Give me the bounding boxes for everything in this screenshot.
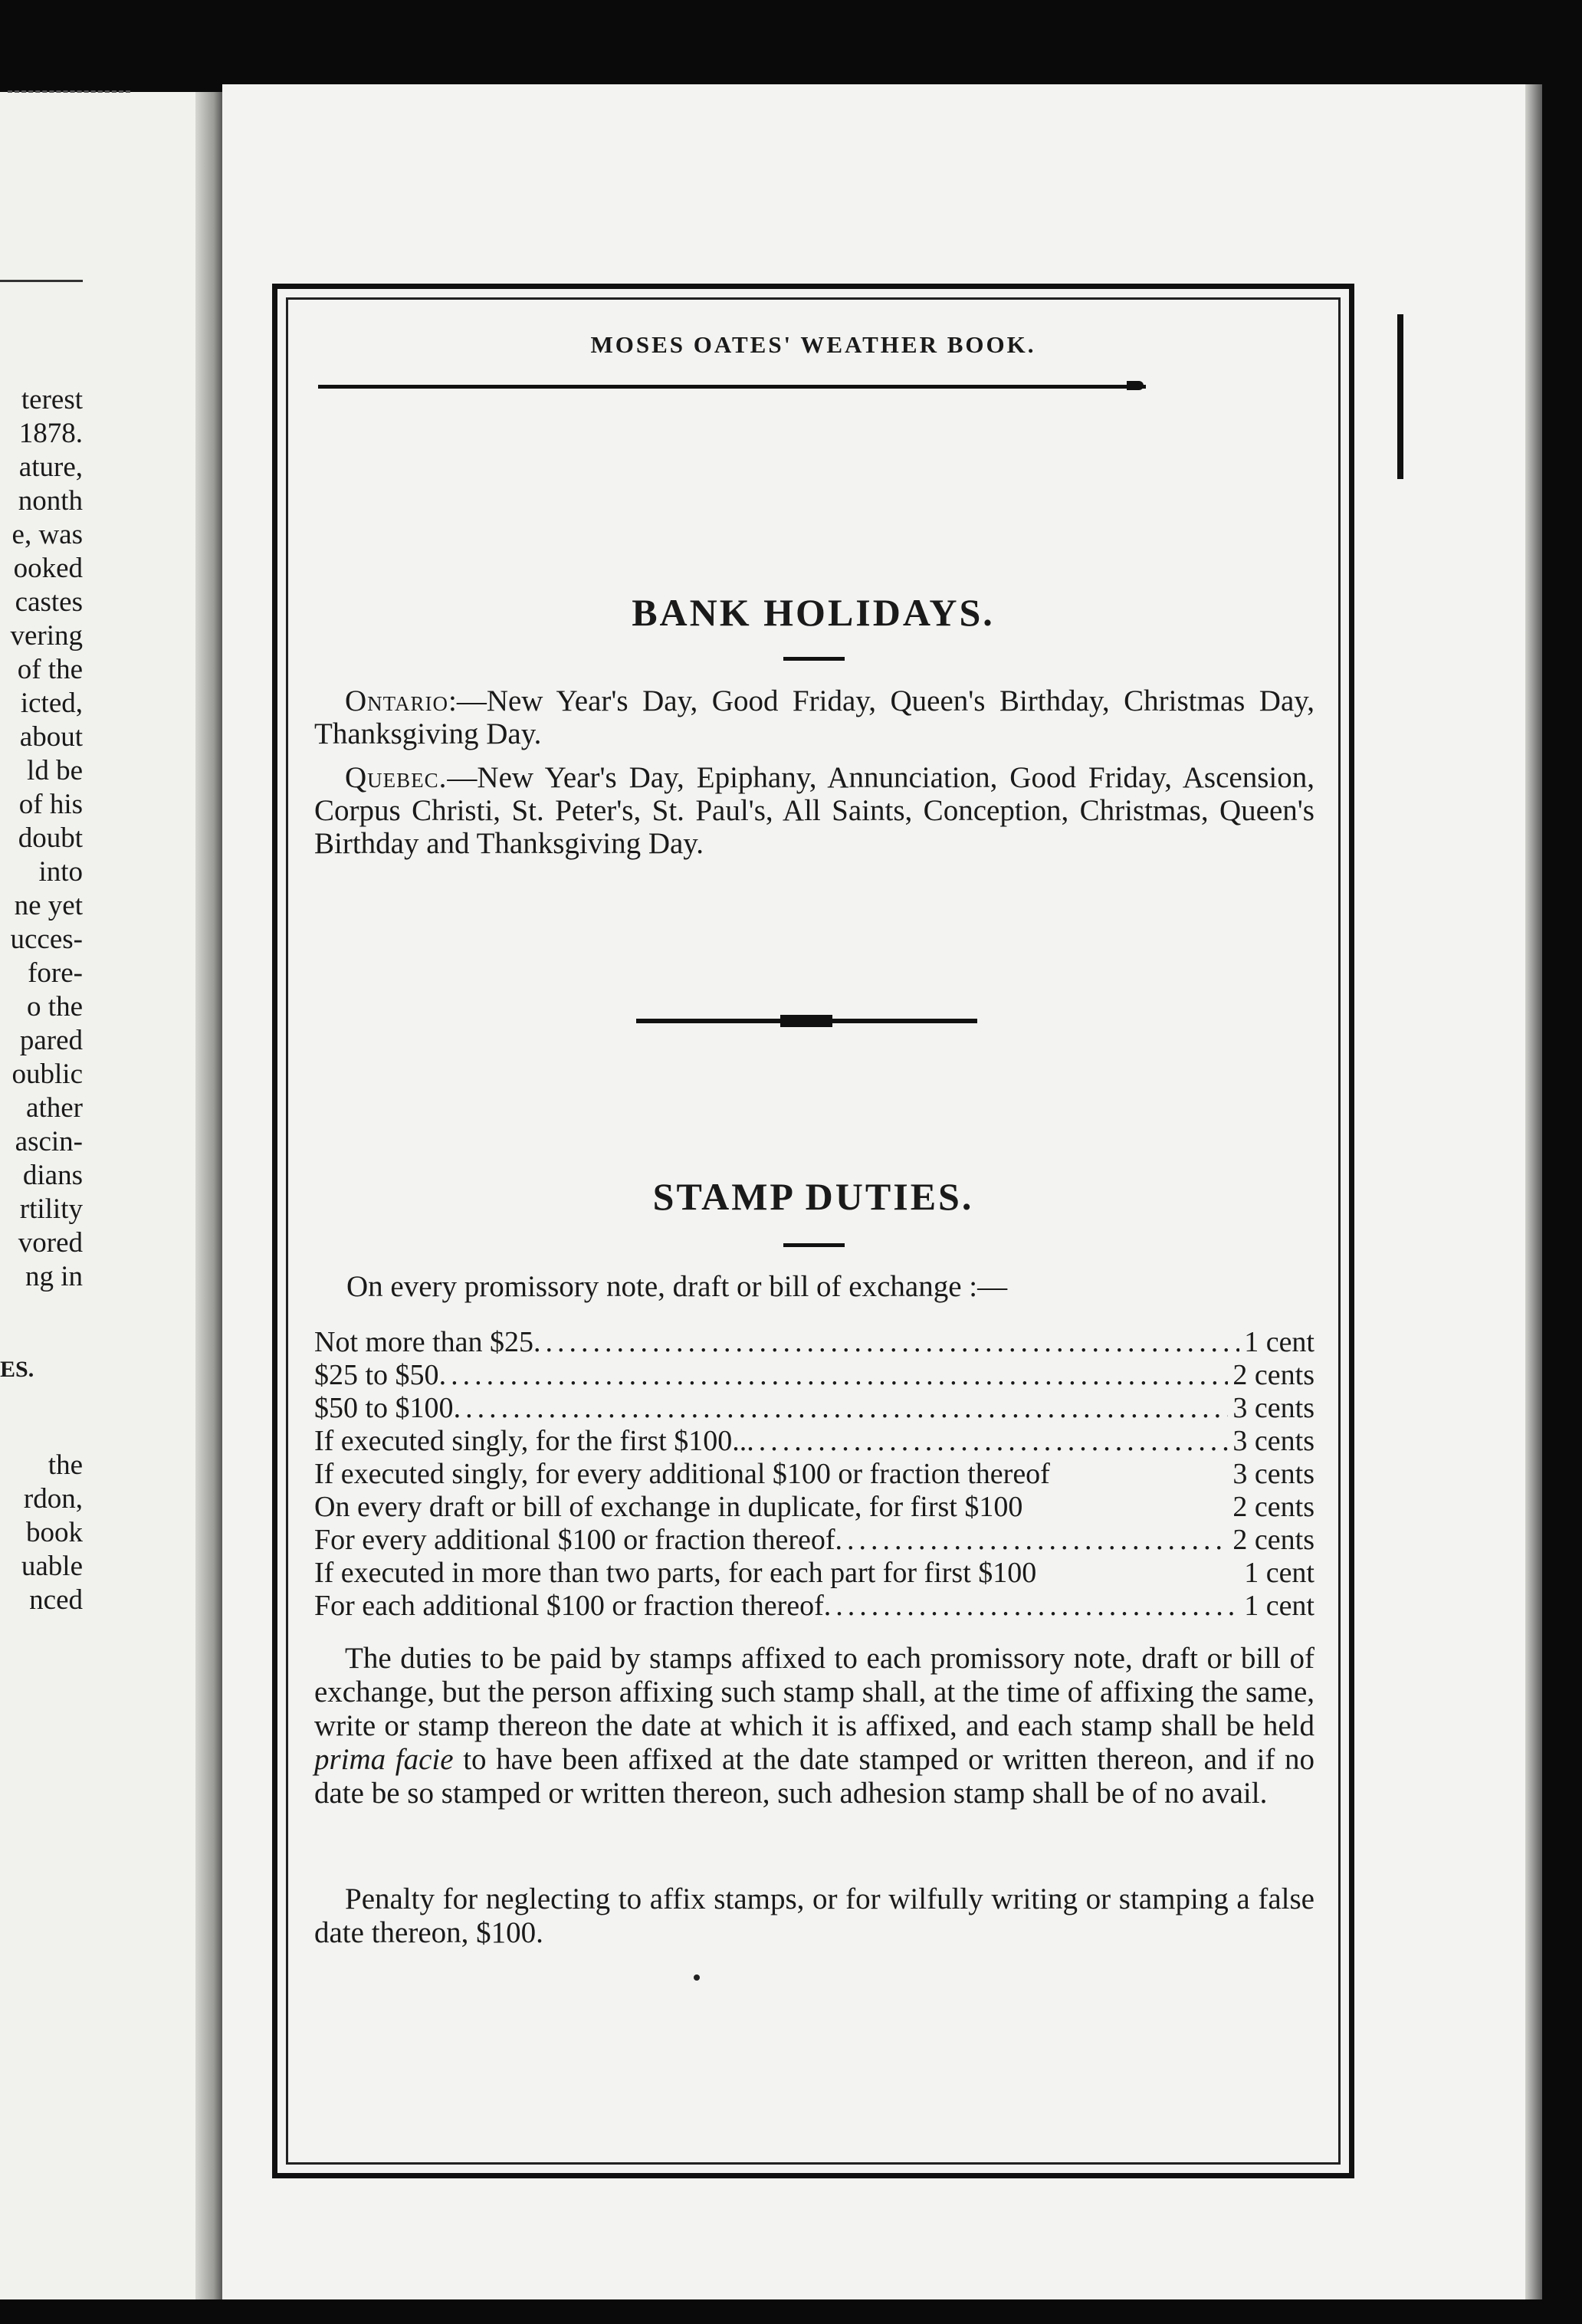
duty-row — [314, 1590, 1315, 1623]
duty-value: 3 cents — [1232, 1458, 1315, 1490]
margin-mark — [1397, 314, 1403, 479]
stamp-duties-table — [314, 1326, 1315, 1623]
left-page-fragment: castes — [15, 586, 83, 618]
left-page-fragment: uable — [21, 1551, 83, 1582]
left-page-fragment: fore- — [28, 957, 83, 989]
penalty-paragraph: Penalty for neglecting to affix stamps, or for wilfully writing or stamping a false date thereon, $100. — [314, 1883, 1315, 1949]
left-page-fragment: oublic — [11, 1059, 83, 1090]
left-page-fragment: of the — [17, 654, 83, 685]
left-page-fragment: terest — [21, 384, 83, 415]
duty-label: $25 to $50 — [314, 1359, 439, 1391]
left-page-fragment: e, was — [11, 519, 83, 550]
duty-label: $50 to $100 — [314, 1392, 454, 1424]
left-page-fragment: ascin- — [15, 1126, 83, 1157]
left-page-fragment: ature, — [18, 451, 83, 483]
left-page-fragment: ld be — [27, 755, 83, 786]
duty-label: For every additional $100 or fraction thereof — [314, 1524, 835, 1556]
left-page-fragment: rtility — [19, 1193, 83, 1225]
stamp-duties-intro: On every promissory note, draft or bill of exchange :— — [346, 1270, 1008, 1303]
ontario-paragraph — [314, 684, 1315, 750]
bank-holidays-rule — [783, 657, 845, 661]
duty-value: 2 cents — [1232, 1491, 1315, 1523]
ontario-label: Ontario — [345, 684, 448, 717]
left-page-fragment: nced — [29, 1584, 83, 1616]
duty-row — [314, 1491, 1315, 1524]
left-page-fragment: ucces- — [10, 924, 83, 955]
left-page-fragment: pared — [19, 1025, 83, 1056]
left-page-fragment: doubt — [18, 822, 83, 854]
book-gutter — [195, 92, 226, 2299]
duty-leader-dots — [439, 1359, 1229, 1392]
page-edge — [1525, 84, 1542, 2299]
quebec-text: —New Year's Day, Epiphany, Annunciation, Good Friday, Ascension, Corpus Christi, St. Peter's, St. Paul's, All Saints, Conception, Christmas, Queen's Birthday and Thanksgiving Day. — [314, 761, 1315, 860]
running-head-rule-tip — [1127, 381, 1144, 390]
duty-label: Not more than $25 — [314, 1326, 534, 1358]
duty-leader-dots — [747, 1425, 1228, 1458]
left-page-fragment: vored — [18, 1227, 83, 1259]
duty-row — [314, 1326, 1315, 1359]
page-dot — [694, 1974, 700, 1981]
duty-label: If executed singly, for every additional $100 or fraction thereof — [314, 1458, 1050, 1490]
left-page-fragment: nonth — [18, 485, 83, 517]
duty-value: 2 cents — [1232, 1359, 1315, 1391]
duty-row — [314, 1359, 1315, 1392]
duty-value: 3 cents — [1232, 1425, 1315, 1457]
left-page-fragment: 1878. — [18, 418, 83, 449]
left-page-fragment: the — [48, 1449, 83, 1481]
stamp-duties-paragraph-text: The duties to be paid by stamps affixed to each promissory note, draft or bill of exchange, but the person affixing such stamp shall, at the time of affixing the same, write or stamp thereon the date at which it is affixed, and each stamp shall be held — [314, 1642, 1315, 1742]
prima-facie-italic: prima facie — [314, 1743, 454, 1776]
left-page-fragment: of his — [18, 789, 83, 820]
duty-row — [314, 1458, 1315, 1491]
left-page-fragment: ng in — [25, 1261, 83, 1292]
ontario-text: :—New Year's Day, Good Friday, Queen's Birthday, Christmas Day, Thanksgiving Day. — [314, 684, 1315, 750]
duty-value: 1 cent — [1244, 1557, 1315, 1589]
left-page-fragment: vering — [10, 620, 83, 652]
duty-value: 1 cent — [1244, 1590, 1315, 1622]
duty-leader-dots — [824, 1590, 1239, 1623]
left-page-fragment: into — [38, 856, 83, 888]
section-ornament-center — [780, 1015, 832, 1027]
stamp-duties-rule — [783, 1243, 845, 1247]
left-page-fragment: dians — [22, 1160, 83, 1191]
duty-value: 2 cents — [1232, 1524, 1315, 1556]
left-page-text-fragments-lower — [0, 1449, 83, 1679]
duty-label: If executed in more than two parts, for each part for first $100 — [314, 1557, 1037, 1589]
duty-leader-dots — [835, 1524, 1229, 1557]
stamp-duties-paragraph-text-end: to have been affixed at the date stamped or written thereon, and if no date be so stamped or written thereon, such adhesion stamp shall be of no avail. — [314, 1743, 1315, 1810]
left-page-fragment: icted, — [20, 688, 83, 719]
duty-value: 1 cent — [1244, 1326, 1315, 1358]
left-page-fragment: about — [19, 721, 83, 753]
duty-label: For each additional $100 or fraction thereof — [314, 1590, 824, 1622]
stamp-duties-paragraph — [314, 1642, 1315, 1810]
duty-leader-dots — [533, 1326, 1239, 1359]
left-page-heading-fragment: ES. — [0, 1357, 34, 1382]
left-page-fragment: book — [26, 1517, 83, 1548]
duty-row — [314, 1425, 1315, 1458]
quebec-label: Quebec. — [345, 761, 448, 794]
duty-label: On every draft or bill of exchange in duplicate, for first $100 — [314, 1491, 1023, 1523]
left-page-fragment: rdon, — [23, 1483, 83, 1515]
running-head-rule — [318, 385, 1146, 389]
stamp-duties-heading: STAMP DUTIES. — [652, 1175, 974, 1218]
left-page-fragment: ooked — [13, 553, 83, 584]
left-page-fragment: ather — [26, 1092, 83, 1124]
duty-label: If executed singly, for the first $100.. — [314, 1425, 747, 1457]
duty-row — [314, 1524, 1315, 1557]
duty-row — [314, 1557, 1315, 1590]
bank-holidays-heading: BANK HOLIDAYS. — [632, 591, 995, 634]
duty-row — [314, 1392, 1315, 1425]
duty-leader-dots — [454, 1392, 1229, 1425]
left-page-fragment: o the — [27, 991, 83, 1022]
duty-value: 3 cents — [1232, 1392, 1315, 1424]
quebec-paragraph — [314, 761, 1315, 860]
running-head: MOSES OATES' WEATHER BOOK. — [590, 331, 1036, 358]
left-page-rule — [0, 280, 83, 282]
left-page-fragment: ne yet — [14, 890, 83, 921]
left-page-dash — [8, 90, 130, 93]
